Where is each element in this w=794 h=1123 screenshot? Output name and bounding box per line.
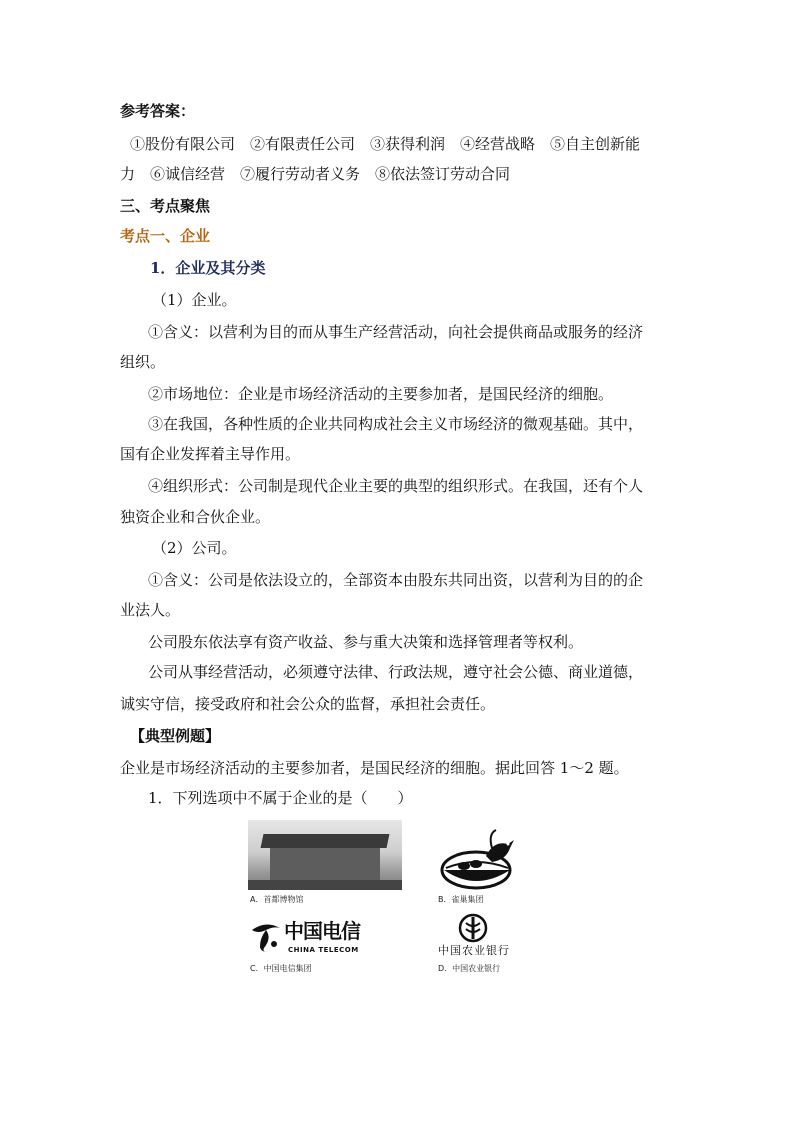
def-china-1: ③在我国，各种性质的企业共同构成社会主义市场经济的微观基础。其中， — [148, 415, 644, 433]
telecom-swirl-icon — [248, 918, 284, 954]
company-shareholders: 公司股东依法享有资产收益、参与重大决策和选择管理者等权利。 — [148, 633, 584, 651]
item-enterprise: （1）企业。 — [152, 291, 237, 309]
def-market-position: ②市场地位：企业是市场经济活动的主要参加者，是国民经济的细胞。 — [148, 385, 614, 403]
museum-photo — [248, 820, 402, 890]
subsection-title: 1．企业及其分类 — [150, 259, 266, 277]
def-meaning-2: 组织。 — [120, 353, 166, 371]
def-meaning-1: ①含义：以营利为目的而从事生产经营活动，向社会提供商品或服务的经济 — [148, 323, 644, 341]
agricultural-bank-logo — [436, 913, 512, 961]
answers-line-2: 力 ⑥诚信经营 ⑦履行劳动者义务 ⑧依法签订劳动合同 — [120, 165, 511, 183]
example-intro: 企业是市场经济活动的主要参加者，是国民经济的细胞。据此回答 1～2 题。 — [120, 759, 629, 777]
company-meaning-1: ①含义：公司是依法设立的，全部资本由股东共同出资，以营利为目的的企 — [148, 571, 644, 589]
option-a-caption: A．首都博物馆 — [250, 895, 304, 904]
answers-heading: 参考答案： — [120, 102, 196, 120]
china-telecom-logo — [248, 918, 366, 958]
company-meaning-2: 业法人。 — [120, 601, 181, 619]
museum-ground-shape — [248, 880, 402, 890]
company-duty-1: 公司从事经营活动，必须遵守法律、行政法规，遵守社会公德、商业道德， — [148, 663, 644, 681]
bank-emblem-icon — [458, 913, 488, 943]
example-heading: 【典型例题】 — [130, 727, 221, 745]
option-d-caption: D．中国农业银行 — [438, 964, 501, 973]
item-company: （2）公司。 — [152, 539, 237, 557]
museum-roof-shape — [261, 834, 390, 848]
question-1: 1．下列选项中不属于企业的是（ ） — [148, 789, 413, 807]
answers-line-1: ①股份有限公司 ②有限责任公司 ③获得利润 ④经营战略 ⑤自主创新能 — [130, 135, 641, 153]
nest-logo-icon — [436, 826, 520, 892]
def-form-2: 独资企业和合伙企业。 — [120, 508, 271, 526]
option-c-caption: C．中国电信集团 — [250, 964, 312, 973]
point-title: 考点一、企业 — [120, 227, 211, 245]
option-b-caption: B．雀巢集团 — [438, 895, 484, 904]
def-china-2: 国有企业发挥着主导作用。 — [120, 445, 301, 463]
company-duty-2: 诚实守信，接受政府和社会公众的监督，承担社会责任。 — [120, 695, 496, 713]
telecom-chinese-name: 中国电信 — [284, 919, 360, 943]
telecom-english-name: CHINA TELECOM — [288, 946, 359, 954]
def-form-1: ④组织形式：公司制是现代企业主要的典型的组织形式。在我国，还有个人 — [148, 477, 644, 495]
section-title: 三、考点聚焦 — [120, 197, 211, 215]
bank-chinese-name: 中国农业银行 — [438, 944, 510, 957]
museum-hall-shape — [270, 848, 380, 880]
